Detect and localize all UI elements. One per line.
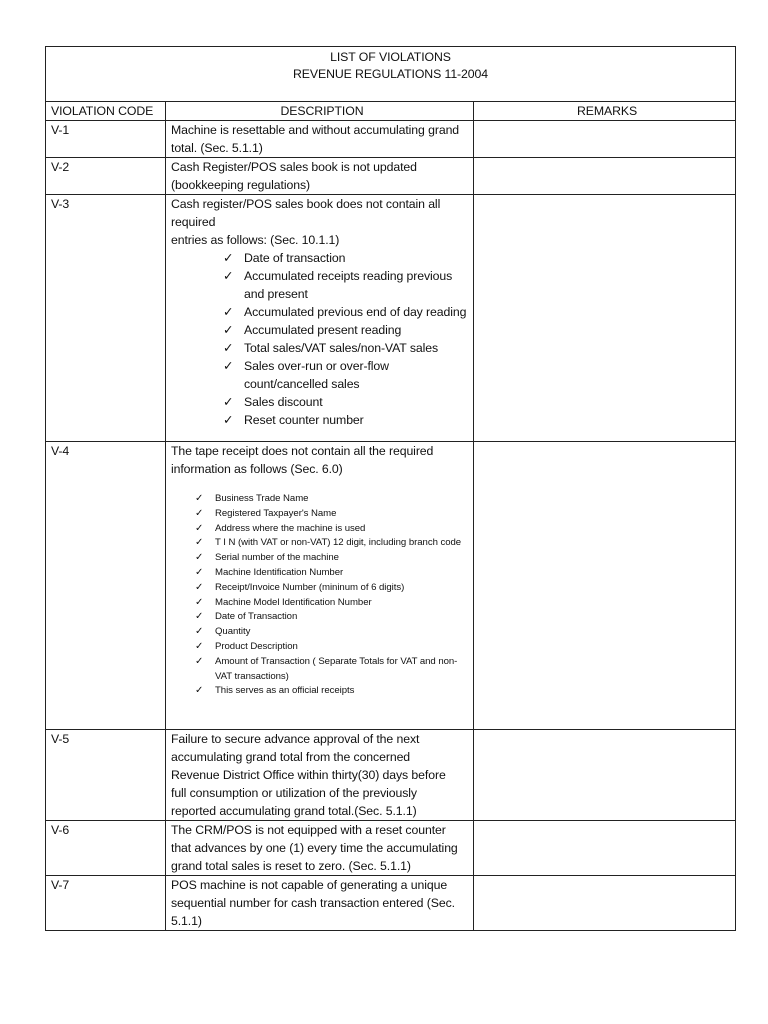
- list-item-text: Machine Identification Number: [215, 566, 344, 578]
- violation-code: V-3: [46, 195, 166, 442]
- description-line: POS machine is not capable of generating a unique: [171, 878, 448, 893]
- check-icon: ✓: [195, 507, 204, 519]
- violation-code: V-5: [46, 730, 166, 821]
- description-line: Revenue District Office within thirty(30) days before: [171, 768, 446, 783]
- check-icon: ✓: [195, 537, 204, 549]
- check-icon: ✓: [223, 251, 234, 265]
- list-item-text: Sales over-run or over-flow count/cancelled sales: [244, 359, 389, 391]
- list-item-text: Receipt/Invoice Number (mininum of 6 digits): [215, 581, 405, 593]
- remarks-cell: [474, 821, 736, 876]
- table-row: [46, 121, 736, 158]
- table-row: [46, 442, 736, 730]
- violations-table: [45, 46, 736, 931]
- list-item-text: Serial number of the machine: [215, 552, 339, 564]
- check-icon: ✓: [223, 305, 234, 319]
- remarks-cell: [474, 442, 736, 730]
- description-line: The CRM/POS is not equipped with a reset counter: [171, 823, 446, 838]
- description-line: Machine is resettable and without accumulating grand: [171, 123, 460, 137]
- violation-description: [166, 158, 474, 195]
- list-item: [195, 522, 473, 537]
- check-icon: ✓: [223, 413, 234, 427]
- list-item-text: Amount of Transaction ( Separate Totals for VAT and non-VAT transactions): [215, 655, 458, 682]
- table-row: [46, 158, 736, 195]
- check-icon: ✓: [223, 359, 234, 373]
- check-icon: ✓: [223, 395, 234, 409]
- violation-description: [166, 121, 474, 158]
- list-item: [195, 551, 473, 566]
- violation-code: V-6: [46, 821, 166, 876]
- description-line: Cash register/POS sales book does not contain all: [171, 197, 441, 211]
- list-item: [195, 536, 473, 551]
- list-item: [223, 267, 473, 303]
- list-item-text: Business Trade Name: [215, 493, 309, 504]
- list-item-text: Total sales/VAT sales/non-VAT sales: [244, 341, 439, 355]
- header-violation-code: VIOLATION CODE: [46, 102, 166, 121]
- table-row: [46, 730, 736, 821]
- list-item: [195, 492, 473, 507]
- list-item: [195, 684, 473, 699]
- list-item-text: Accumulated present reading: [244, 323, 402, 337]
- check-icon: ✓: [195, 611, 204, 623]
- description-line: Cash Register/POS sales book is not updated: [171, 160, 417, 174]
- list-item: [223, 321, 473, 339]
- title-line-1: LIST OF VIOLATIONS: [330, 50, 451, 64]
- header-remarks: REMARKS: [474, 102, 736, 121]
- description-line: full consumption or utilization of the previously: [171, 786, 417, 801]
- check-icon: ✓: [195, 596, 204, 608]
- list-item: [223, 411, 473, 429]
- table-row: [46, 195, 736, 442]
- remarks-cell: [474, 158, 736, 195]
- description-line: grand total sales is reset to zero. (Sec. 5.1.1): [171, 859, 411, 874]
- description-line: reported accumulating grand total.(Sec. 5.1.1): [171, 804, 417, 819]
- list-item-text: Sales discount: [244, 395, 323, 409]
- list-item: [195, 596, 473, 611]
- violation-description: [166, 821, 474, 876]
- check-icon: ✓: [195, 626, 204, 638]
- check-icon: ✓: [195, 552, 204, 564]
- list-item-text: T I N (with VAT or non-VAT) 12 digit, including branch code: [215, 537, 462, 549]
- receipt-info-list: [171, 492, 473, 699]
- description-line: The tape receipt does not contain all the required: [171, 444, 434, 458]
- list-item-text: Machine Model Identification Number: [215, 596, 372, 608]
- check-icon: ✓: [195, 522, 204, 534]
- check-icon: ✓: [223, 323, 234, 337]
- list-item-text: Reset counter number: [244, 413, 364, 427]
- violation-description: [166, 195, 474, 442]
- header-description: DESCRIPTION: [166, 102, 474, 121]
- violation-description: [166, 442, 474, 730]
- description-line: entries as follows: (Sec. 10.1.1): [171, 233, 340, 247]
- description-line: accumulating grand total from the concerned: [171, 750, 411, 765]
- list-item: [195, 655, 473, 685]
- list-item: [195, 507, 473, 522]
- remarks-cell: [474, 730, 736, 821]
- table-row: [46, 821, 736, 876]
- check-icon: ✓: [195, 581, 204, 593]
- list-item-text: Date of Transaction: [215, 611, 298, 623]
- description-line: (bookkeeping regulations): [171, 178, 311, 192]
- description-line: required: [171, 215, 216, 229]
- list-item: [195, 625, 473, 640]
- violation-description: [166, 876, 474, 931]
- remarks-cell: [474, 876, 736, 931]
- table-row: [46, 876, 736, 931]
- list-item-text: Quantity: [215, 626, 251, 638]
- violation-code: V-2: [46, 158, 166, 195]
- check-icon: ✓: [223, 341, 234, 355]
- list-item: [223, 393, 473, 411]
- description-line: Failure to secure advance approval of the next: [171, 732, 420, 747]
- title-row: [46, 47, 736, 102]
- check-icon: ✓: [223, 269, 234, 283]
- list-item-text: Product Description: [215, 640, 298, 652]
- list-item-text: This serves as an official receipts: [215, 685, 355, 697]
- violation-description: [166, 730, 474, 821]
- check-icon: ✓: [195, 493, 204, 504]
- remarks-cell: [474, 121, 736, 158]
- list-item: [223, 357, 473, 393]
- list-item: [223, 303, 473, 321]
- list-item: [195, 640, 473, 655]
- check-icon: ✓: [195, 566, 204, 578]
- required-entries-list: [171, 249, 473, 429]
- check-icon: ✓: [195, 640, 204, 652]
- list-item: [195, 581, 473, 596]
- violation-code: V-4: [46, 442, 166, 730]
- title-line-2: REVENUE REGULATIONS 11-2004: [292, 67, 489, 81]
- list-item-text: Registered Taxpayer's Name: [215, 507, 337, 519]
- check-icon: ✓: [195, 655, 204, 667]
- description-line: that advances by one (1) every time the accumulating: [171, 841, 458, 856]
- check-icon: ✓: [195, 685, 204, 697]
- description-line: information as follows (Sec. 6.0): [171, 462, 343, 476]
- description-line: 5.1.1): [171, 914, 202, 929]
- header-row: [46, 102, 736, 121]
- list-item: [223, 249, 473, 267]
- list-item: [195, 566, 473, 581]
- list-item-text: Address where the machine is used: [215, 522, 366, 534]
- remarks-cell: [474, 195, 736, 442]
- list-item-text: Date of transaction: [244, 251, 346, 265]
- list-item: [223, 339, 473, 357]
- list-item: [195, 610, 473, 625]
- list-item-text: Accumulated previous end of day reading: [244, 305, 467, 319]
- document-title: [46, 47, 736, 102]
- violation-code: V-7: [46, 876, 166, 931]
- description-line: sequential number for cash transaction entered (Sec.: [171, 896, 455, 911]
- description-line: total. (Sec. 5.1.1): [171, 141, 263, 155]
- violation-code: V-1: [46, 121, 166, 158]
- list-item-text: Accumulated receipts reading previous and present: [244, 269, 453, 301]
